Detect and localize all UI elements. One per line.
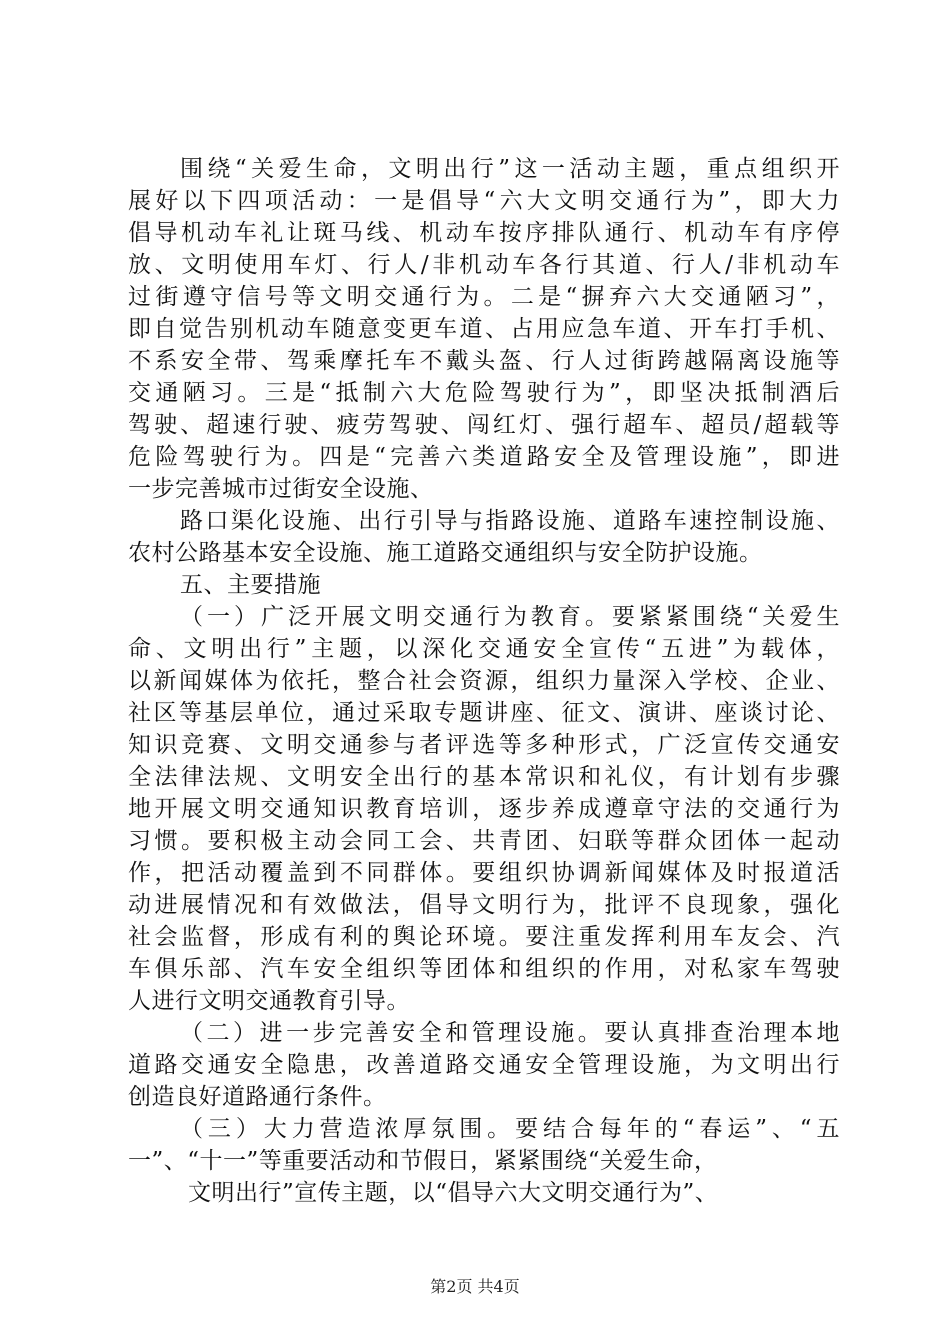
text-line: 地开展文明交通知识教育培训，逐步养成遵章守法的交通行为	[128, 796, 840, 822]
text-line: 社区等基层单位，通过采取专题讲座、征文、演讲、座谈讨论、	[128, 700, 840, 726]
text-line: 不系安全带、驾乘摩托车不戴头盔、行人过街跨越隔离设施等	[128, 348, 840, 374]
text-line: 围绕“关爱生命，文明出行”这一活动主题，重点组织开	[180, 156, 840, 182]
text-line: 交通陋习。三是“抵制六大危险驾驶行为”，即坚决抵制酒后	[128, 380, 840, 406]
text-line: 车俱乐部、汽车安全组织等团体和组织的作用，对私家车驾驶	[128, 956, 840, 982]
text-line: （二）进一步完善安全和管理设施。要认真排查治理本地	[180, 1020, 840, 1046]
text-line: 过街遵守信号等文明交通行为。二是“摒弃六大交通陋习”，	[128, 284, 840, 310]
text-line: 一”、“十一”等重要活动和节假日，紧紧围绕“关爱生命，	[128, 1148, 718, 1174]
text-line: 放、文明使用车灯、行人/非机动车各行其道、行人/非机动车	[128, 252, 840, 278]
text-line: 危险驾驶行为。四是“完善六类道路安全及管理设施”，即进	[128, 444, 840, 470]
text-line: 社会监督，形成有利的舆论环境。要注重发挥利用车友会、汽	[128, 924, 840, 950]
text-line: 作，把活动覆盖到不同群体。要组织协调新闻媒体及时报道活	[128, 860, 840, 886]
text-line: 文明出行”宣传主题，以“倡导六大文明交通行为”、	[188, 1180, 719, 1206]
text-line: 动进展情况和有效做法，倡导文明行为，批评不良现象，强化	[128, 892, 840, 918]
body-text	[128, 153, 840, 1209]
text-line: 知识竞赛、文明交通参与者评选等多种形式，广泛宣传交通安	[128, 732, 840, 758]
text-line: 习惯。要积极主动会同工会、共青团、妇联等群众团体一起动	[128, 828, 840, 854]
text-line: 人进行文明交通教育引导。	[128, 988, 410, 1014]
text-line: 农村公路基本安全设施、施工道路交通组织与安全防护设施。	[128, 540, 763, 566]
text-line: （一）广泛开展文明交通行为教育。要紧紧围绕“关爱生	[180, 604, 840, 630]
text-line: （三）大力营造浓厚氛围。要结合每年的“春运”、“五	[180, 1116, 840, 1142]
text-line: 命、文明出行”主题，以深化交通安全宣传“五进”为载体，	[128, 636, 840, 662]
text-line: 创造良好道路通行条件。	[128, 1084, 387, 1110]
text-line: 倡导机动车礼让斑马线、机动车按序排队通行、机动车有序停	[128, 220, 840, 246]
text-line: 一步完善城市过街安全设施、	[128, 476, 434, 502]
page-footer: 第2页 共4页	[430, 1277, 520, 1296]
text-line: 全法律法规、文明安全出行的基本常识和礼仪，有计划有步骤	[128, 764, 840, 790]
text-line: 驾驶、超速行驶、疲劳驾驶、闯红灯、强行超车、超员/超载等	[128, 412, 840, 438]
text-line: 五、主要措施	[180, 572, 321, 598]
text-line: 道路交通安全隐患，改善道路交通安全管理设施，为文明出行	[128, 1052, 840, 1078]
text-line: 展好以下四项活动：一是倡导“六大文明交通行为”，即大力	[128, 188, 840, 214]
text-line: 路口渠化设施、出行引导与指路设施、道路车速控制设施、	[180, 508, 840, 534]
text-line: 以新闻媒体为依托，整合社会资源，组织力量深入学校、企业、	[128, 668, 840, 694]
text-line: 即自觉告别机动车随意变更车道、占用应急车道、开车打手机、	[128, 316, 840, 342]
